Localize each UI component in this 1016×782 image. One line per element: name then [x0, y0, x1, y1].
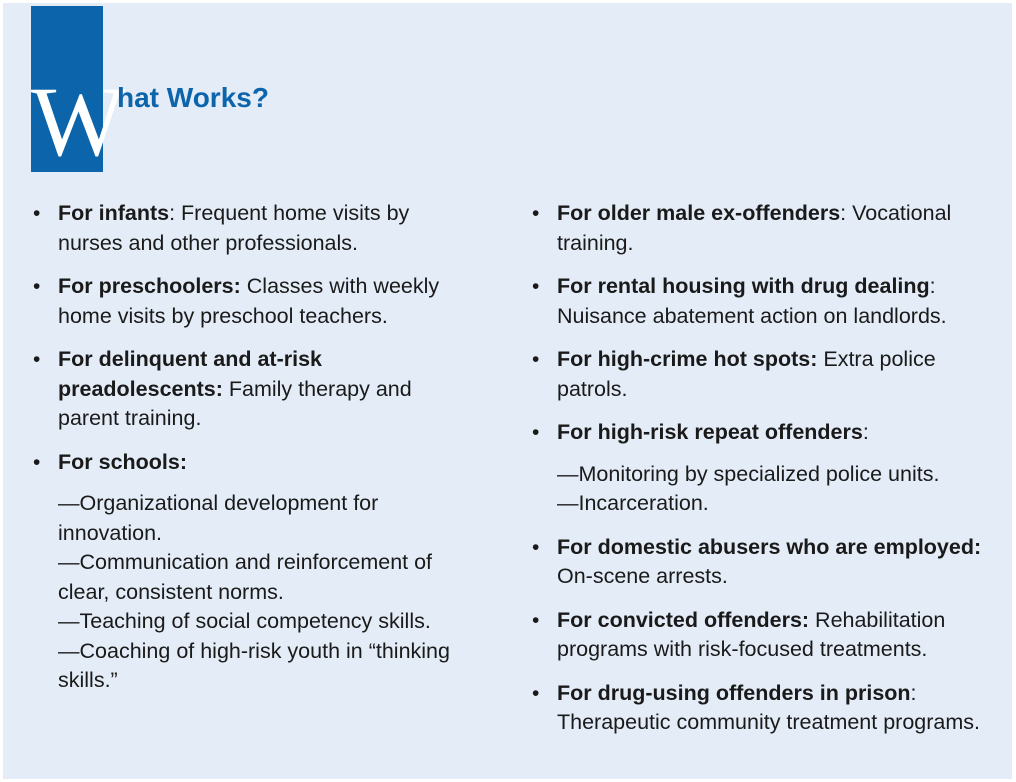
- left-column-list: [58, 199, 473, 710]
- right-column-list: [557, 199, 997, 752]
- sub-item: —Teaching of social competency skills.: [58, 609, 431, 633]
- list-item-domestic-abusers: [557, 533, 997, 592]
- item-text: Nuisance abatement action on landlords.: [557, 303, 947, 328]
- item-lead: For infants: [58, 201, 170, 225]
- sub-list: [58, 489, 473, 696]
- item-text: Frequent home visits by nurses and other professionals.: [58, 201, 410, 255]
- sub-item: —Communication and reinforcement of clear, consistent norms.: [58, 550, 433, 604]
- list-item-schools: [58, 448, 473, 696]
- list-item-ex-offenders: [557, 199, 997, 258]
- list-item-drug-offenders: [557, 679, 997, 738]
- item-lead: For older male ex-offenders: [557, 201, 841, 225]
- item-text: Classes with weekly home visits by preschool teachers.: [58, 274, 440, 328]
- item-lead: For rental housing with drug dealing: [557, 274, 930, 298]
- sub-list: [557, 460, 997, 519]
- item-lead: For domestic abusers who are employed:: [557, 534, 982, 559]
- item-text: Vocational training.: [557, 201, 952, 255]
- item-sep: :: [910, 680, 917, 705]
- page-title: hat Works?: [117, 82, 269, 113]
- drop-cap-block: [31, 6, 122, 177]
- item-lead: For preschoolers:: [58, 274, 241, 298]
- item-text: Extra police patrols.: [557, 347, 936, 401]
- item-sep: :: [929, 274, 936, 298]
- item-text: Rehabilitation programs with risk-focused treatments.: [557, 607, 946, 661]
- item-text: Therapeutic community treatment programs.: [557, 710, 980, 734]
- list-item-repeat-offenders: [557, 418, 997, 519]
- sub-item: —Monitoring by specialized police units.: [557, 461, 940, 486]
- item-lead: For high-risk repeat offenders: [557, 420, 863, 444]
- item-sep: :: [840, 201, 847, 225]
- list-item-infants: [58, 199, 473, 258]
- list-item-preschoolers: [58, 272, 473, 331]
- sub-item: —Incarceration.: [557, 491, 709, 515]
- sub-item: —Coaching of high-risk youth in “thinking skills.”: [58, 638, 450, 692]
- list-item-convicted-offenders: [557, 606, 997, 665]
- sub-item: —Organizational development for innovation.: [58, 491, 379, 545]
- list-item-rental-housing: [557, 272, 997, 331]
- drop-cap-letter: W: [31, 66, 122, 177]
- item-sep: :: [169, 201, 176, 225]
- item-lead: For drug-using offenders in prison: [557, 680, 911, 705]
- item-lead: For high-crime hot spots:: [557, 347, 818, 371]
- item-lead: For convicted offenders:: [557, 607, 810, 632]
- item-text: Family therapy and parent training.: [58, 376, 412, 430]
- item-lead: For schools:: [58, 449, 188, 474]
- item-text: On-scene arrests.: [557, 564, 728, 588]
- item-sep: :: [862, 420, 869, 444]
- list-item-preadolescents: [58, 345, 473, 434]
- item-lead: For delinquent and at-risk preadolescents:: [58, 347, 322, 401]
- list-item-hot-spots: [557, 345, 997, 404]
